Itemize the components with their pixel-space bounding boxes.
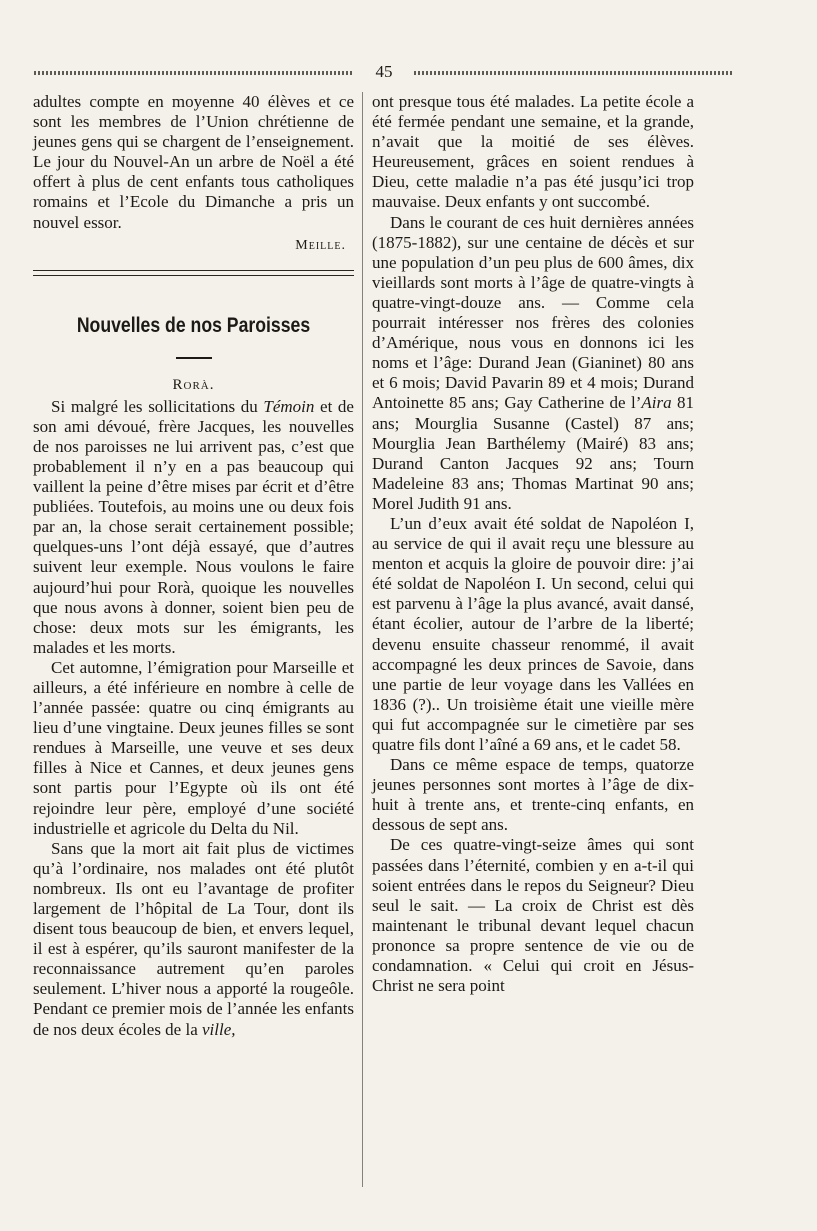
- right-column: [372, 92, 694, 996]
- paragraph-text: 81 ans; Mourglia Susanne (Castel) 87 ans; Mourglia Jean Barthélemy (Mairé) 83 ans; Durand Canton Jacques 92 ans; Tourn Madeleine 83 ans; Thomas Martinat 90 ans; Morel Judith 91 ans.: [372, 393, 695, 513]
- running-header: [34, 62, 734, 82]
- paragraph-illness: [33, 839, 354, 1040]
- paragraph-anecdotes: L’un d’eux avait été soldat de Napoléon I, au service de qui il avait reçu une blessure au menton et acquis la gloire de pouvoir dire: j’ai été soldat de Napoléon I. Un second, celui qui est parvenu à l’âge la plus avancé, avait dansé, étant écolier, autour de l’arbre de la liberté; devenu ensuite chasseur renommé, il avait accompagné les deux princes de Savoie, dans une partie de leur voyage dans les Vallées en 1836 (?).. Un troisième était une vieille mère qui fut accompagnée sur le cimetière par ses quatre fils dont l’aîné a 69 ans, et le cadet 58.: [372, 513, 694, 754]
- paragraph-emigration: Cet automne, l’émigration pour Marseille et ailleurs, a été inférieure en nombre à celle de l’année passée: quatre ou cinq émigrants au lieu d’une vingtaine. Deux jeunes filles se sont rendues à Marseille, une veuve et ses deux filles à Nice et Cannes, et deux jeunes gens sont partis pour l’Egypte où ils ont été rejoindre leur père, employé d’une société industrielle et agricole du Delta du Nil.: [33, 657, 354, 838]
- section-separator: [33, 270, 354, 276]
- paragraph-reflection: De ces quatre-vingt-seize âmes qui sont passées dans l’éternité, combien y en a-t-il qui soient entrées dans le repos du Seigneur? Dieu seul le sait. — La croix de Christ est dès maintenant le tribunal devant lequel chacun prononce sa propre sentence de vie ou de condamnation. « Celui qui croit en Jésus-Christ ne sera point: [372, 835, 694, 996]
- author-signature: Meille.: [295, 237, 346, 253]
- header-ornament-left: [34, 71, 354, 75]
- place-heading: Rorà.: [172, 376, 215, 393]
- newspaper-name: Témoin: [263, 396, 315, 416]
- paragraph-text: Sans que la mort ait fait plus de victimes qu’à l’ordinaire, nos malades ont été plutôt nombreux. Ils ont eu l’avantage de profiter largement de l’hôpital de La Tour, dont ils disent tous beaucoup de bien, et envers lequel, il est à espérer, qu’ils sauront manifester de la reconnaissance autrement qu’en paroles seulement. L’hiver nous a apporté la rougeôle. Pendant ce premier mois de l’année les enfants de nos deux écoles de la: [33, 838, 354, 1039]
- left-column: [33, 92, 354, 1040]
- title-rule: [176, 357, 212, 359]
- emphasis-word: ville,: [202, 1019, 236, 1039]
- section-title: Nouvelles de nos Paroisses: [76, 313, 311, 337]
- paragraph-text: Si malgré les sollicitations du: [51, 396, 264, 416]
- page-number: 45: [375, 62, 393, 81]
- paragraph-deaths-list: [372, 213, 694, 514]
- paragraph-text: et de son ami dévoué, frère Jacques, les nouvelles de nos paroisses ne lui arrivent pas, c’est que probablement il n’y en a pas beaucoup qui vaillent la peine d’être mises par écrit et d’être publiées. Toutefois, au moins une ou deux fois par an, la chose serait certainement possible; quelques-uns l’ont déjà essayé, que d’autres suivent leur exemple. Nous voulons le faire aujourd’hui pour Rorà, quoique les nouvelles que nous avons à donner, soient bien peu de chose: deux mots sur les émigrants, les malades et les morts.: [33, 396, 354, 657]
- paragraph-rora-1: [33, 397, 354, 658]
- intro-paragraph: adultes compte en moyenne 40 élèves et ce sont les membres de l’Union chrétienne de jeunes gens qui se chargent de l’enseignement. Le jour du Nouvel-An un arbre de Noël a été offert à plus de cent enfants tous catholiques romains et l’Ecole du Dimanche a pris un nouvel essor.: [33, 92, 354, 232]
- place-name: Aira: [641, 393, 672, 413]
- header-ornament-right: [414, 71, 734, 75]
- paragraph-text: Dans le courant de ces huit dernières années (1875-1882), sur une centaine de décès et sur une population d’un peu plus de 600 âmes, dix vieillards sont morts à l’âge de quatre-vingts à quatre-vingt-douze ans. — Comme cela pourrait intéresser nos frères des colonies d’Amérique, nous vous en donnons ici les noms et l’âge: Durand Jean (Gianinet) 80 ans et 6 mois; David Pavarin 89 et 4 mois; Durand Antoinette 85 ans; Gay Catherine de l’: [372, 212, 694, 413]
- paragraph-continuation: ont presque tous été malades. La petite école a été fermée pendant une semaine, et la grande, n’avait que la moitié de ses élèves. Heureusement, grâces en soient rendues à Dieu, cette maladie n’a pas été jusqu’ici trop mauvaise. Deux enfants y ont succombé.: [372, 92, 694, 212]
- paragraph-young-deaths: Dans ce même espace de temps, quatorze jeunes personnes sont mortes à l’âge de dix-huit à trente ans, et trente-cinq enfants, en dessous de sept ans.: [372, 755, 694, 835]
- column-divider: [362, 92, 363, 1187]
